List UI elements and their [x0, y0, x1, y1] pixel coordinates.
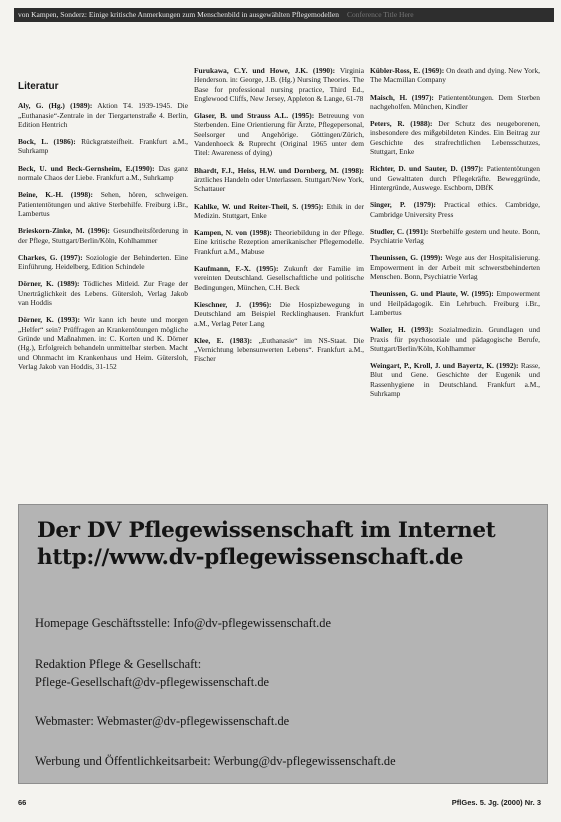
reference-text: On death and dying. New York, The Macmillan Company — [370, 66, 540, 85]
reference-text: Sehen, hören, schweigen. Patiententötungen und aktive Sterbehilfe. Freiburg i.Br., Lambertus — [18, 190, 188, 218]
reference-text: Empowerment und Heilpädagogik. Ein Lehrbuch. Freiburg i.Br., Lambertus — [370, 289, 540, 317]
reference-author: Dörner, K. (1993): — [18, 315, 80, 325]
reference-text: Patiententötungen und Gewalttaten durch Pflegekräfte. Beweggründe, Hintergründe, Auswege. Eschborn, DBfK — [370, 164, 540, 192]
werbung-contact[interactable]: Werbung und Öffentlichkeitsarbeit: Werbung@dv-pflegewissenschaft.de — [35, 754, 396, 768]
reference-list-1 — [18, 101, 188, 371]
reference-entry — [370, 66, 540, 85]
reference-author: Kampen, N. von (1998): — [194, 228, 272, 238]
reference-entry — [18, 226, 188, 245]
reference-author: Bock, L. (1986): — [18, 137, 76, 147]
reference-author: Maisch, H. (1997): — [370, 92, 434, 102]
reference-text: „Euthanasie“ im NS-Staat. Die „Vernichtung lebensunwerten Lebens“. Frankfurt a.M., Fischer — [194, 335, 364, 364]
reference-author: Kübler-Ross, E. (1969): — [370, 66, 445, 75]
reference-author: Beck, U. und Beck-Gernsheim, E.(1990): — [18, 163, 155, 173]
reference-text: Aktion T4. 1939-1945. Die „Euthanasie“-Zentrale in der Tiergartenstraße 4. Berlin, Edition Hentrich — [18, 101, 188, 129]
reference-author: Aly, G. (Hg.) (1989): — [18, 101, 93, 111]
reference-entry — [370, 227, 540, 246]
reference-text: Tödliches Mitleid. Zur Frage der Unerträglichkeit des Lebens. Gütersloh, Verlag Jakob van Hoddis — [18, 279, 188, 308]
reference-entry — [18, 253, 188, 272]
reference-text: Wege aus der Hospitalisierung. Empowerment in der Arbeit mit schwerstbehinderten Menschen. Bonn, Psychiatrie Verlag — [370, 253, 540, 282]
reference-entry — [370, 164, 540, 192]
reference-author: Peters, R. (1988): — [370, 119, 433, 129]
reference-author: Richter, D. und Sauter, D. (1997): — [370, 164, 484, 174]
reference-entry — [194, 300, 364, 328]
reference-text: Die Hospizbewegung in Deutschland am Beispiel Recklinghausen. Frankfurt a.M., Verlag Peter Lang — [194, 299, 364, 328]
reference-entry — [370, 289, 540, 317]
webmaster-contact[interactable]: Webmaster: Webmaster@dv-pflegewissenschaft.de — [35, 714, 290, 728]
reference-list-2 — [194, 66, 364, 364]
homepage-contact[interactable]: Homepage Geschäftsstelle: Info@dv-pflegewissenschaft.de — [35, 616, 331, 630]
reference-text: Wir kann ich heute und morgen „Helfer“ sein? Prüffragen an Krankentötungen mögliche Gründe und Maßnahmen. in: C. Korten und K. Dörner (Hg.), Erfolgreich behandeln unmittelbar sterben. Macht und Ohnmacht im Krankenhaus und Heim. Gütersloh, Verlag Jakob van Hoddis, 31-152 — [18, 315, 188, 371]
reference-entry — [18, 164, 188, 183]
page-number: 66 — [18, 798, 27, 807]
reference-text: ärztliches Handeln oder Unterlassen. Stuttgart/New York, Schattauer — [194, 174, 364, 194]
reference-text: Rückgratsteifheit. Frankfurt a.M., Suhrkamp — [18, 137, 188, 156]
reference-author: Furukawa, C.Y. und Howe, J.K. (1990): — [194, 66, 336, 75]
ghost-header-text: Conference Title Here — [346, 10, 414, 19]
reference-entry — [18, 137, 188, 156]
reference-entry — [194, 202, 364, 221]
reference-entry — [370, 361, 540, 398]
reference-author: Glaser, B. und Strauss A.L. (1995): — [194, 111, 315, 121]
reference-text: Rasse, Blut und Gene. Geschichte der Eugenik und Rassenhygiene in Deutschland. Frankfurt a.M., Suhrkamp — [370, 361, 540, 399]
references-column-1 — [18, 70, 188, 500]
reference-author: Beine, K.-H. (1998): — [18, 190, 93, 200]
reference-text: Betreuung von Sterbenden. Eine Orientierung für Ärzte, Pflegepersonal, Seelsorger und Angehörige. Göttingen/Zürich, Vandenhoeck & Ruprecht (Original 1965 unter dem Titel: Awareness of dying) — [194, 111, 364, 158]
reference-author: Kaufmann, F.-X. (1995): — [194, 264, 279, 274]
reference-entry — [18, 101, 188, 129]
reference-text: Der Schutz des neugeborenen, insbesondere des mißgebildeten Kindes. Ein Beitrag zur Geschichte des strafrechtlichen Lebensschutzes, Stuttgart, Enke — [370, 119, 540, 157]
reference-entry — [194, 166, 364, 194]
references-column-2 — [194, 66, 364, 496]
reference-entry — [370, 325, 540, 353]
running-title: von Kampen, Sonderz: Einige kritische Anmerkungen zum Menschenbild in ausgewählten Pflegemodellen — [18, 10, 339, 19]
reference-author: Dörner, K. (1989): — [18, 279, 80, 289]
reference-entry — [194, 111, 364, 157]
reference-entry — [370, 253, 540, 281]
box-title-line-1: Der DV Pflegewissenschaft im Internet — [37, 518, 496, 543]
reference-author: Kahlke, W. und Reiter-Theil, S. (1995): — [194, 201, 324, 211]
reference-author: Brieskorn-Zinke, M. (1996): — [18, 226, 110, 236]
section-title: Literatur — [18, 81, 59, 92]
reference-text: Soziologie der Behinderten. Eine Einführung. Heidelberg, Edition Schindele — [18, 252, 188, 272]
reference-text: Ethik in der Medizin. Stuttgart, Enke — [194, 201, 364, 220]
reference-author: Theunissen, G. und Plaute, W. (1995): — [370, 289, 494, 299]
references-column-3 — [370, 66, 540, 496]
reference-author: Charkes, G. (1997): — [18, 252, 83, 262]
reference-author: Klee, E. (1983): — [194, 335, 253, 345]
reference-entry — [18, 190, 188, 218]
reference-list-3 — [370, 66, 540, 398]
reference-entry — [370, 119, 540, 156]
reference-entry — [370, 200, 540, 219]
redaktion-label: Redaktion Pflege & Gesellschaft: — [35, 657, 202, 671]
reference-text: Gesundheitsförderung in der Pflege, Stuttgart/Berlin/Köln, Kohlhammer — [18, 226, 188, 245]
reference-entry — [194, 264, 364, 292]
reference-text: Virginia Henderson. in: George, J.B. (Hg.) Nursing Theories. The Base for professional nursing practice, Third Ed., Englewood Cliffs, New Jersey, Appleton & Lange, 61-78 — [194, 66, 364, 103]
journal-reference: PflGes. 5. Jg. (2000) Nr. 3 — [451, 798, 541, 807]
reference-text: Patiententötungen. Dem Sterben nachgeholfen. München, Kindler — [370, 92, 540, 111]
advertisement-box — [18, 504, 548, 784]
reference-author: Weingart, P., Kroll, J. und Bayertz, K. (1992): — [370, 361, 519, 371]
reference-entry — [18, 279, 188, 307]
reference-text: Sozialmedizin. Grundlagen und Praxis für psychosoziale und pädagogische Berufe, Stuttgart/Berlin/Köln, Kohlhammer — [370, 325, 540, 353]
reference-author: Singer, P. (1979): — [370, 200, 436, 210]
reference-entry — [194, 228, 364, 256]
reference-text: Das ganz normale Chaos der Liebe. Frankfurt a.M., Suhrkamp — [18, 163, 188, 183]
box-title — [37, 517, 537, 571]
reference-author: Kieschner, J. (1996): — [194, 299, 272, 309]
reference-author: Theunissen, G. (1999): — [370, 253, 443, 263]
reference-text: Zukunft der Familie im vereinten Deutschland. Gesellschaftliche und politische Bedingungen, München, C.H. Beck — [194, 264, 364, 292]
reference-text: Theoriebildung in der Pflege. Eine kritische Rezeption amerikanischer Pflegemodelle. Frankfurt a.M., Mabuse — [194, 228, 364, 256]
reference-entry — [194, 336, 364, 364]
box-website-url[interactable]: http://www.dv-pflegewissenschaft.de — [37, 545, 464, 570]
reference-author: Studler, C. (1991): — [370, 226, 429, 236]
reference-author: Waller, H. (1993): — [370, 325, 434, 335]
redaktion-email[interactable]: Pflege-Gesellschaft@dv-pflegewissenschaft.de — [35, 675, 270, 689]
references-columns — [14, 66, 554, 500]
reference-author: Bhardt, F.J., Heiss, H.W. und Dornberg, M. (1998): — [194, 165, 364, 175]
running-header — [14, 8, 554, 22]
reference-text: Sterbehilfe gestern und heute. Bonn, Psychiatrie Verlag — [370, 226, 540, 246]
reference-entry — [370, 93, 540, 112]
reference-entry — [194, 66, 364, 103]
reference-entry — [18, 315, 188, 371]
reference-text: Practical ethics. Cambridge, Cambridge University Press — [370, 200, 540, 219]
